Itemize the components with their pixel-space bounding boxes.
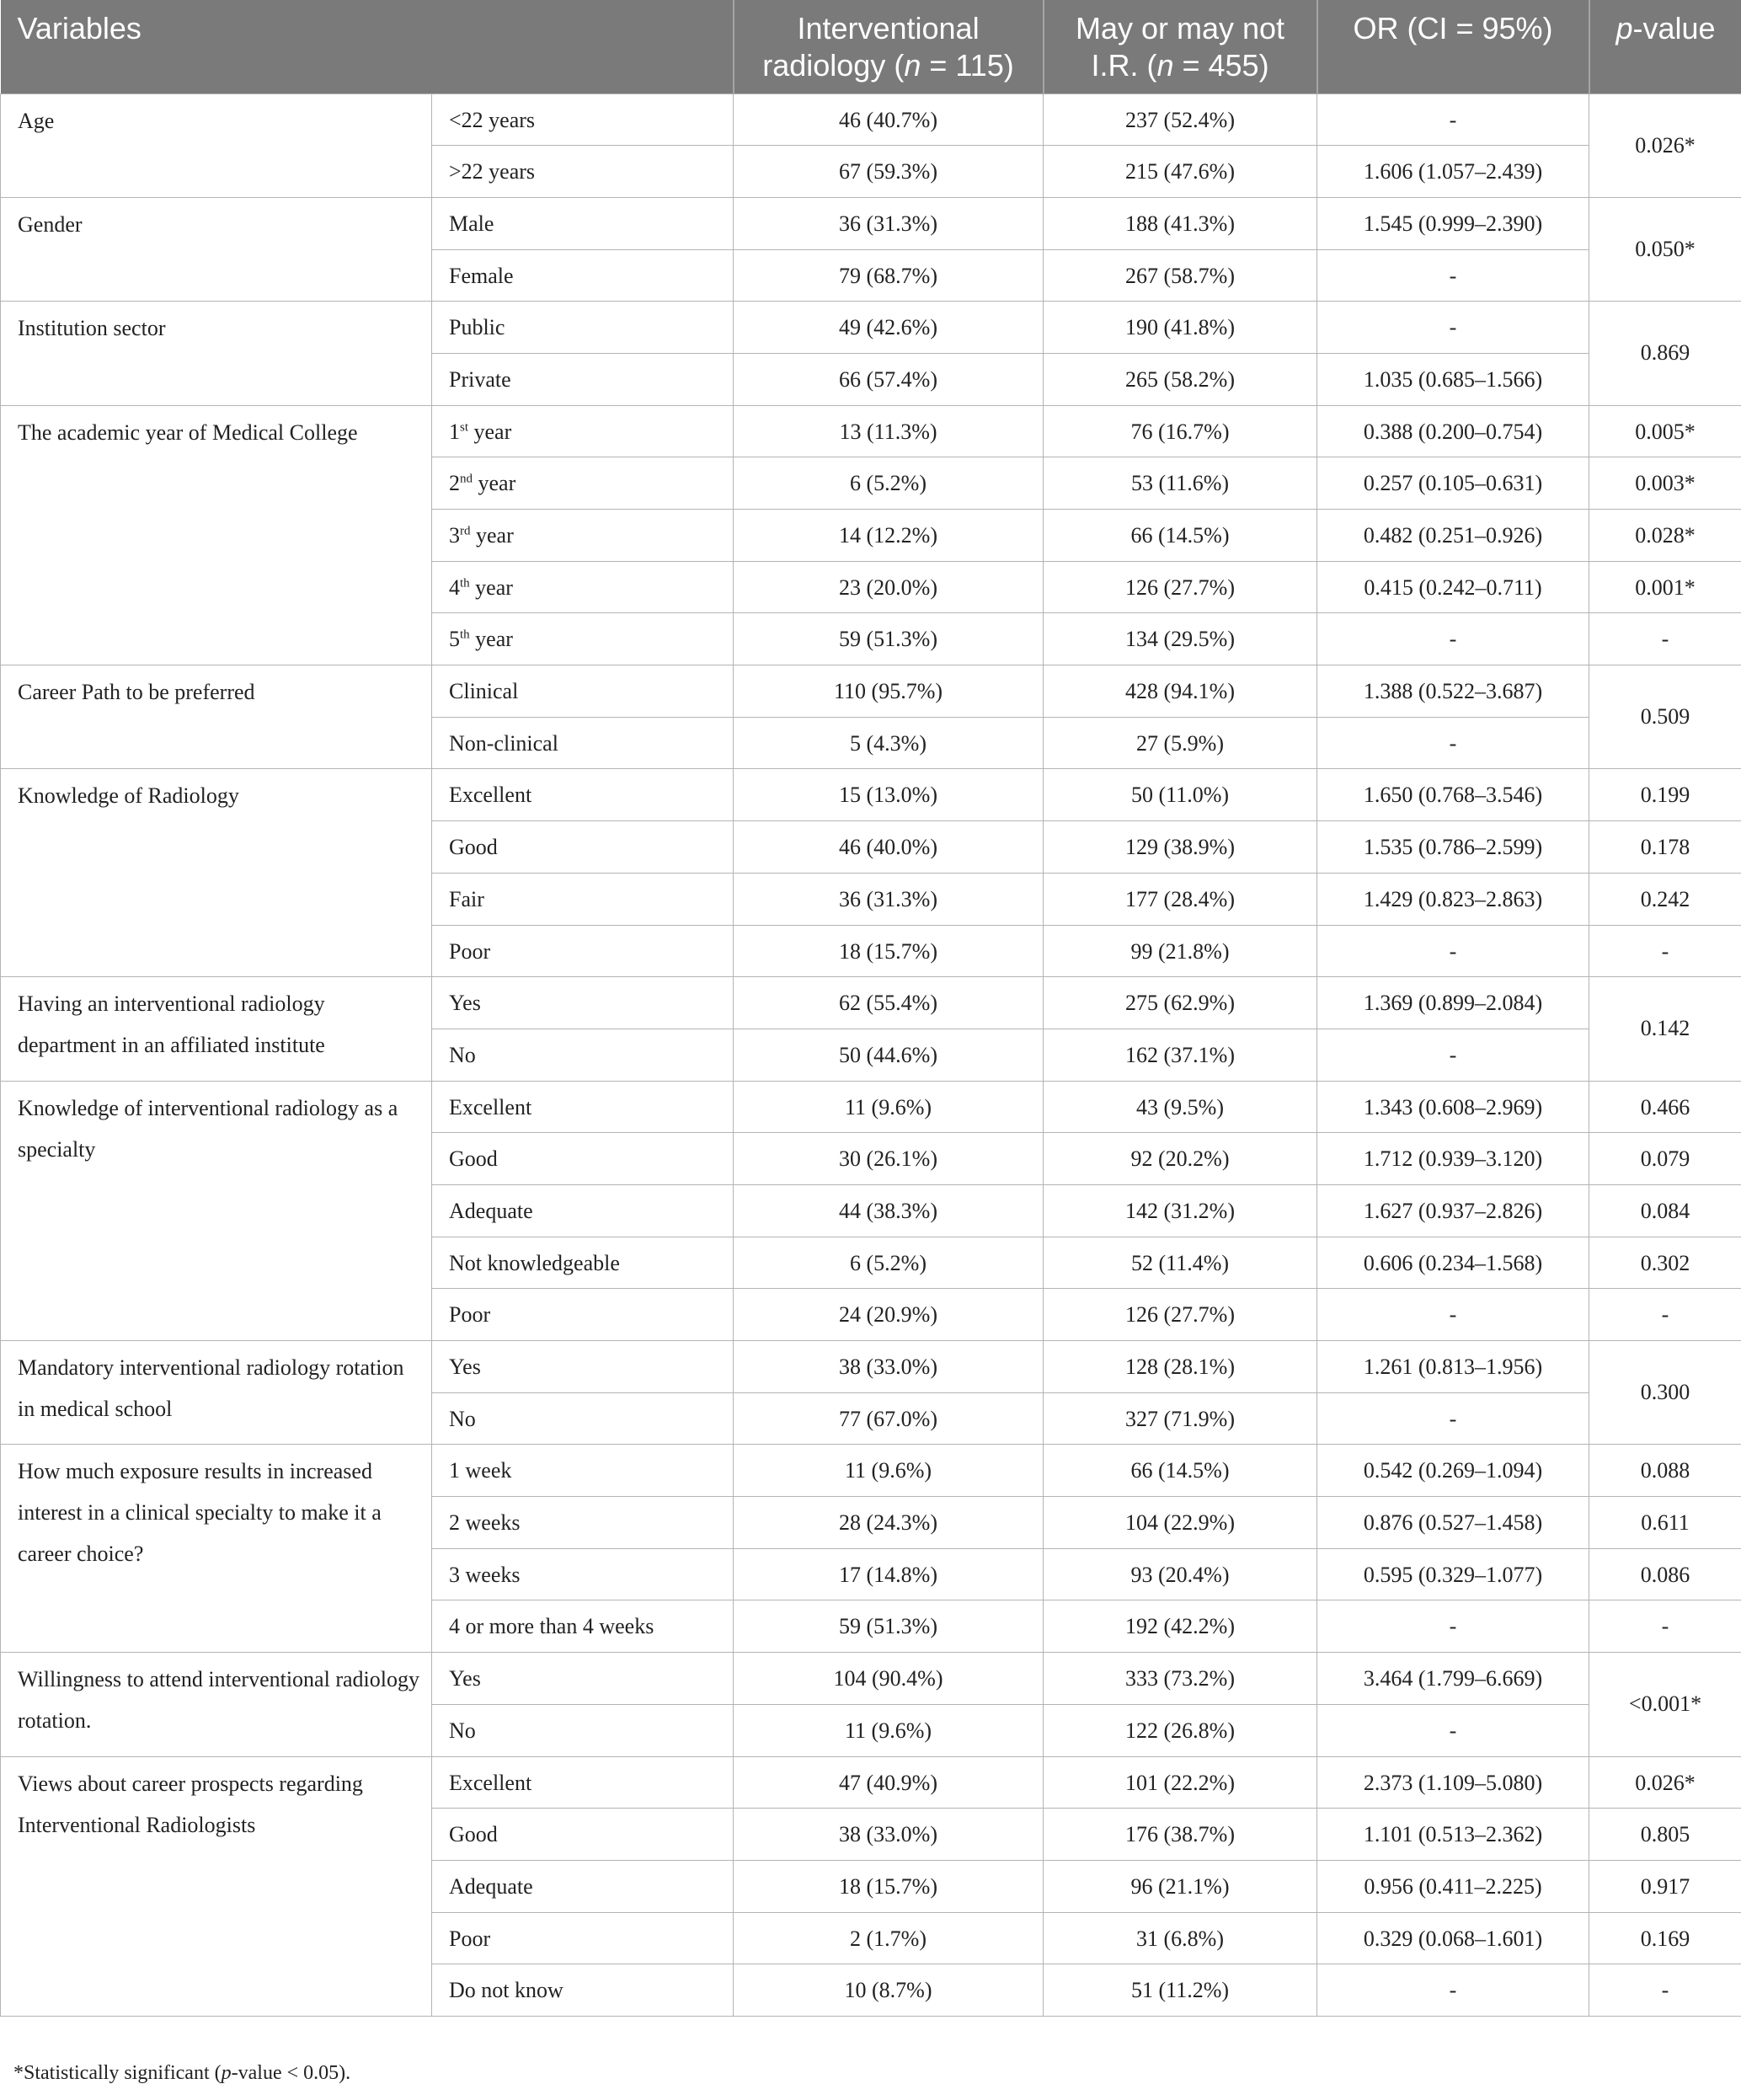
odds-ratio-cell: 0.606 (0.234–1.568): [1317, 1237, 1589, 1289]
variable-cell: Having an interventional radiology department in an affiliated institute: [1, 977, 432, 1081]
table-row: [1, 665, 1741, 718]
ir-count-cell: 11 (9.6%): [734, 1081, 1044, 1133]
odds-ratio-cell: -: [1317, 249, 1589, 302]
p-value-cell: -: [1589, 925, 1741, 977]
odds-ratio-cell: 1.369 (0.899–2.084): [1317, 977, 1589, 1029]
odds-ratio-cell: 1.606 (1.057–2.439): [1317, 146, 1589, 198]
ir-count-cell: 18 (15.7%): [734, 1860, 1044, 1912]
odds-ratio-cell: 0.595 (0.329–1.077): [1317, 1548, 1589, 1600]
odds-ratio-cell: 0.329 (0.068–1.601): [1317, 1912, 1589, 1964]
p-value-cell: 0.084: [1589, 1184, 1741, 1237]
odds-ratio-cell: -: [1317, 1704, 1589, 1756]
may-count-cell: 126 (27.7%): [1044, 1289, 1317, 1341]
variable-cell: Career Path to be preferred: [1, 665, 432, 769]
p-value-cell: 0.050*: [1589, 197, 1741, 301]
odds-ratio-cell: 1.712 (0.939–3.120): [1317, 1133, 1589, 1185]
p-value-cell: 0.028*: [1589, 510, 1741, 562]
odds-ratio-cell: 0.876 (0.527–1.458): [1317, 1497, 1589, 1549]
may-count-cell: 126 (27.7%): [1044, 561, 1317, 613]
may-count-cell: 66 (14.5%): [1044, 1445, 1317, 1497]
variable-cell: Institution sector: [1, 302, 432, 405]
odds-ratio-cell: 0.388 (0.200–0.754): [1317, 405, 1589, 457]
category-cell: No: [432, 1029, 734, 1081]
table-row: [1, 1653, 1741, 1705]
may-count-cell: 333 (73.2%): [1044, 1653, 1317, 1705]
table-row: [1, 1756, 1741, 1809]
may-count-cell: 128 (28.1%): [1044, 1341, 1317, 1393]
odds-ratio-cell: 1.650 (0.768–3.546): [1317, 769, 1589, 821]
p-value-cell: -: [1589, 1600, 1741, 1653]
may-count-cell: 101 (22.2%): [1044, 1756, 1317, 1809]
odds-ratio-cell: -: [1317, 1289, 1589, 1341]
category-cell: Good: [432, 1133, 734, 1185]
p-value-cell: 0.466: [1589, 1081, 1741, 1133]
category-cell: 5th year: [432, 613, 734, 665]
header-p-value: p-value: [1589, 0, 1741, 94]
ir-count-cell: 5 (4.3%): [734, 717, 1044, 769]
ir-count-cell: 14 (12.2%): [734, 510, 1044, 562]
odds-ratio-cell: -: [1317, 613, 1589, 665]
category-cell: <22 years: [432, 94, 734, 146]
category-cell: Excellent: [432, 1081, 734, 1133]
p-value-cell: 0.003*: [1589, 457, 1741, 510]
ir-count-cell: 79 (68.7%): [734, 249, 1044, 302]
p-value-cell: 0.242: [1589, 873, 1741, 925]
variable-cell: Knowledge of Radiology: [1, 769, 432, 977]
ir-count-cell: 38 (33.0%): [734, 1809, 1044, 1861]
ir-count-cell: 46 (40.0%): [734, 821, 1044, 874]
ir-count-cell: 110 (95.7%): [734, 665, 1044, 718]
odds-ratio-cell: -: [1317, 302, 1589, 354]
ir-count-cell: 13 (11.3%): [734, 405, 1044, 457]
ir-count-cell: 46 (40.7%): [734, 94, 1044, 146]
may-count-cell: 122 (26.8%): [1044, 1704, 1317, 1756]
odds-ratio-cell: 3.464 (1.799–6.669): [1317, 1653, 1589, 1705]
p-value-cell: 0.026*: [1589, 1756, 1741, 1809]
may-count-cell: 215 (47.6%): [1044, 146, 1317, 198]
may-count-cell: 92 (20.2%): [1044, 1133, 1317, 1185]
category-cell: Female: [432, 249, 734, 302]
variable-cell: Mandatory interventional radiology rotation in medical school: [1, 1341, 432, 1445]
odds-ratio-cell: -: [1317, 1029, 1589, 1081]
category-cell: 3rd year: [432, 510, 734, 562]
odds-ratio-cell: 0.542 (0.269–1.094): [1317, 1445, 1589, 1497]
odds-ratio-cell: 0.415 (0.242–0.711): [1317, 561, 1589, 613]
may-count-cell: 327 (71.9%): [1044, 1392, 1317, 1445]
p-value-cell: -: [1589, 1964, 1741, 2017]
odds-ratio-cell: 1.261 (0.813–1.956): [1317, 1341, 1589, 1393]
table-row: [1, 977, 1741, 1029]
may-count-cell: 76 (16.7%): [1044, 405, 1317, 457]
p-value-cell: 0.005*: [1589, 405, 1741, 457]
may-count-cell: 50 (11.0%): [1044, 769, 1317, 821]
ir-count-cell: 44 (38.3%): [734, 1184, 1044, 1237]
odds-ratio-cell: -: [1317, 717, 1589, 769]
category-cell: Poor: [432, 1289, 734, 1341]
variable-cell: Knowledge of interventional radiology as a specialty: [1, 1081, 432, 1340]
p-value-cell: 0.001*: [1589, 561, 1741, 613]
ir-count-cell: 11 (9.6%): [734, 1704, 1044, 1756]
ir-count-cell: 24 (20.9%): [734, 1289, 1044, 1341]
category-cell: Poor: [432, 1912, 734, 1964]
odds-ratio-cell: 1.535 (0.786–2.599): [1317, 821, 1589, 874]
category-cell: Yes: [432, 977, 734, 1029]
may-count-cell: 66 (14.5%): [1044, 510, 1317, 562]
table-row: [1, 1081, 1741, 1133]
table-row: [1, 94, 1741, 146]
ir-count-cell: 104 (90.4%): [734, 1653, 1044, 1705]
may-count-cell: 176 (38.7%): [1044, 1809, 1317, 1861]
category-cell: Good: [432, 1809, 734, 1861]
ir-count-cell: 59 (51.3%): [734, 1600, 1044, 1653]
odds-ratio-cell: 1.627 (0.937–2.826): [1317, 1184, 1589, 1237]
table-row: [1, 405, 1741, 457]
category-cell: 1 week: [432, 1445, 734, 1497]
category-cell: Adequate: [432, 1184, 734, 1237]
category-cell: Non-clinical: [432, 717, 734, 769]
category-cell: Adequate: [432, 1860, 734, 1912]
ir-count-cell: 30 (26.1%): [734, 1133, 1044, 1185]
p-value-cell: -: [1589, 1289, 1741, 1341]
odds-ratio-cell: 1.429 (0.823–2.863): [1317, 873, 1589, 925]
ir-count-cell: 10 (8.7%): [734, 1964, 1044, 2017]
table-row: [1, 197, 1741, 249]
may-count-cell: 265 (58.2%): [1044, 353, 1317, 405]
may-count-cell: 177 (28.4%): [1044, 873, 1317, 925]
p-value-cell: 0.509: [1589, 665, 1741, 769]
odds-ratio-cell: 1.101 (0.513–2.362): [1317, 1809, 1589, 1861]
ir-count-cell: 67 (59.3%): [734, 146, 1044, 198]
may-count-cell: 162 (37.1%): [1044, 1029, 1317, 1081]
footnote: *Statistically significant (p-value < 0.05).: [13, 2062, 351, 2084]
category-cell: Yes: [432, 1653, 734, 1705]
category-cell: Clinical: [432, 665, 734, 718]
category-cell: 4th year: [432, 561, 734, 613]
p-value-cell: -: [1589, 613, 1741, 665]
p-value-cell: 0.026*: [1589, 94, 1741, 197]
header-may-or-may-not: May or may not I.R. (n = 455): [1044, 0, 1317, 94]
ir-count-cell: 6 (5.2%): [734, 1237, 1044, 1289]
variable-cell: Willingness to attend interventional radiology rotation.: [1, 1653, 432, 1756]
category-cell: Public: [432, 302, 734, 354]
category-cell: Good: [432, 821, 734, 874]
ir-count-cell: 28 (24.3%): [734, 1497, 1044, 1549]
may-count-cell: 104 (22.9%): [1044, 1497, 1317, 1549]
p-value-cell: 0.142: [1589, 977, 1741, 1081]
odds-ratio-cell: -: [1317, 94, 1589, 146]
header-odds-ratio: OR (CI = 95%): [1317, 0, 1589, 94]
ir-count-cell: 23 (20.0%): [734, 561, 1044, 613]
odds-ratio-cell: 2.373 (1.109–5.080): [1317, 1756, 1589, 1809]
category-cell: Yes: [432, 1341, 734, 1393]
ir-count-cell: 6 (5.2%): [734, 457, 1044, 510]
may-count-cell: 267 (58.7%): [1044, 249, 1317, 302]
may-count-cell: 27 (5.9%): [1044, 717, 1317, 769]
ir-count-cell: 49 (42.6%): [734, 302, 1044, 354]
may-count-cell: 53 (11.6%): [1044, 457, 1317, 510]
category-cell: >22 years: [432, 146, 734, 198]
odds-ratio-cell: -: [1317, 1600, 1589, 1653]
odds-ratio-cell: 1.035 (0.685–1.566): [1317, 353, 1589, 405]
p-value-cell: 0.917: [1589, 1860, 1741, 1912]
ir-count-cell: 50 (44.6%): [734, 1029, 1044, 1081]
ir-count-cell: 47 (40.9%): [734, 1756, 1044, 1809]
may-count-cell: 96 (21.1%): [1044, 1860, 1317, 1912]
table-row: [1, 302, 1741, 354]
may-count-cell: 52 (11.4%): [1044, 1237, 1317, 1289]
may-count-cell: 275 (62.9%): [1044, 977, 1317, 1029]
p-value-cell: 0.178: [1589, 821, 1741, 874]
table-row: [1, 1341, 1741, 1393]
category-cell: 2 weeks: [432, 1497, 734, 1549]
ir-count-cell: 62 (55.4%): [734, 977, 1044, 1029]
odds-ratio-cell: 0.482 (0.251–0.926): [1317, 510, 1589, 562]
p-value-cell: 0.300: [1589, 1341, 1741, 1445]
p-value-cell: 0.611: [1589, 1497, 1741, 1549]
odds-ratio-cell: 0.956 (0.411–2.225): [1317, 1860, 1589, 1912]
category-cell: Fair: [432, 873, 734, 925]
category-cell: 3 weeks: [432, 1548, 734, 1600]
ir-count-cell: 36 (31.3%): [734, 197, 1044, 249]
may-count-cell: 51 (11.2%): [1044, 1964, 1317, 2017]
odds-ratio-cell: -: [1317, 925, 1589, 977]
header-interventional-radiology: Interventional radiology (n = 115): [734, 0, 1044, 94]
ir-count-cell: 2 (1.7%): [734, 1912, 1044, 1964]
table-row: [1, 769, 1741, 821]
p-value-cell: <0.001*: [1589, 1653, 1741, 1756]
category-cell: Excellent: [432, 769, 734, 821]
may-count-cell: 99 (21.8%): [1044, 925, 1317, 977]
category-cell: Not knowledgeable: [432, 1237, 734, 1289]
odds-ratio-cell: -: [1317, 1392, 1589, 1445]
p-value-cell: 0.199: [1589, 769, 1741, 821]
odds-ratio-cell: -: [1317, 1964, 1589, 2017]
category-cell: Poor: [432, 925, 734, 977]
may-count-cell: 134 (29.5%): [1044, 613, 1317, 665]
may-count-cell: 43 (9.5%): [1044, 1081, 1317, 1133]
ir-count-cell: 17 (14.8%): [734, 1548, 1044, 1600]
variable-cell: The academic year of Medical College: [1, 405, 432, 665]
ir-count-cell: 66 (57.4%): [734, 353, 1044, 405]
category-cell: No: [432, 1392, 734, 1445]
header-variables: Variables: [1, 0, 734, 94]
ir-count-cell: 59 (51.3%): [734, 613, 1044, 665]
category-cell: Excellent: [432, 1756, 734, 1809]
variable-cell: How much exposure results in increased interest in a clinical specialty to make it a career choice?: [1, 1445, 432, 1653]
p-value-cell: 0.079: [1589, 1133, 1741, 1185]
odds-ratio-cell: 1.388 (0.522–3.687): [1317, 665, 1589, 718]
may-count-cell: 142 (31.2%): [1044, 1184, 1317, 1237]
variable-cell: Views about career prospects regarding Interventional Radiologists: [1, 1756, 432, 2016]
category-cell: Do not know: [432, 1964, 734, 2017]
category-cell: 1st year: [432, 405, 734, 457]
header-row: [1, 0, 1741, 94]
odds-ratio-cell: 1.343 (0.608–2.969): [1317, 1081, 1589, 1133]
p-value-cell: 0.169: [1589, 1912, 1741, 1964]
category-cell: Male: [432, 197, 734, 249]
may-count-cell: 192 (42.2%): [1044, 1600, 1317, 1653]
may-count-cell: 190 (41.8%): [1044, 302, 1317, 354]
ir-count-cell: 38 (33.0%): [734, 1341, 1044, 1393]
may-count-cell: 237 (52.4%): [1044, 94, 1317, 146]
ir-count-cell: 77 (67.0%): [734, 1392, 1044, 1445]
p-value-cell: 0.302: [1589, 1237, 1741, 1289]
ir-count-cell: 18 (15.7%): [734, 925, 1044, 977]
p-value-cell: 0.088: [1589, 1445, 1741, 1497]
variable-cell: Gender: [1, 197, 432, 301]
p-value-cell: 0.869: [1589, 302, 1741, 405]
category-cell: 2nd year: [432, 457, 734, 510]
may-count-cell: 129 (38.9%): [1044, 821, 1317, 874]
may-count-cell: 93 (20.4%): [1044, 1548, 1317, 1600]
may-count-cell: 188 (41.3%): [1044, 197, 1317, 249]
may-count-cell: 428 (94.1%): [1044, 665, 1317, 718]
may-count-cell: 31 (6.8%): [1044, 1912, 1317, 1964]
variable-cell: Age: [1, 94, 432, 197]
category-cell: 4 or more than 4 weeks: [432, 1600, 734, 1653]
p-value-cell: 0.086: [1589, 1548, 1741, 1600]
ir-count-cell: 36 (31.3%): [734, 873, 1044, 925]
table-row: [1, 1445, 1741, 1497]
odds-ratio-cell: 1.545 (0.999–2.390): [1317, 197, 1589, 249]
odds-ratio-cell: 0.257 (0.105–0.631): [1317, 457, 1589, 510]
category-cell: No: [432, 1704, 734, 1756]
ir-count-cell: 15 (13.0%): [734, 769, 1044, 821]
category-cell: Private: [432, 353, 734, 405]
ir-count-cell: 11 (9.6%): [734, 1445, 1044, 1497]
p-value-cell: 0.805: [1589, 1809, 1741, 1861]
